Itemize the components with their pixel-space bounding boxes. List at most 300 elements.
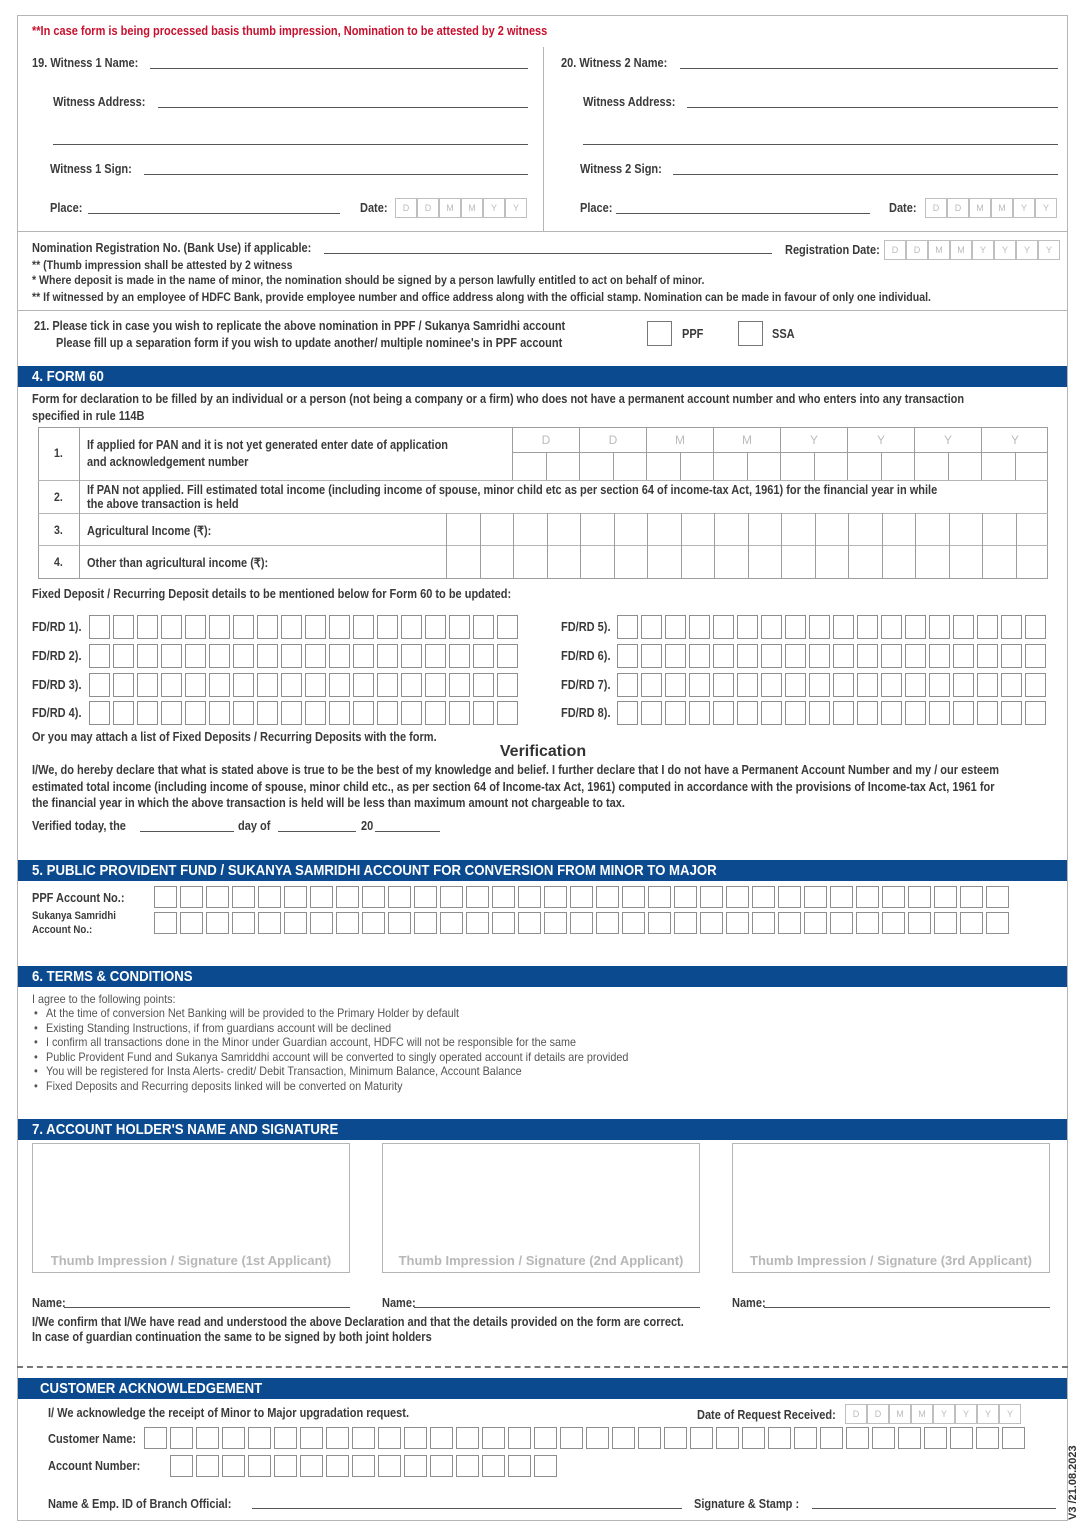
fdrd-digit-box[interactable] — [929, 615, 950, 639]
account-number-box[interactable] — [222, 1455, 245, 1477]
fdrd-digit-box[interactable] — [665, 615, 686, 639]
fdrd-digit-box[interactable] — [401, 644, 422, 668]
customer-name-box[interactable] — [352, 1427, 375, 1449]
fdrd-digit-box[interactable] — [281, 701, 302, 725]
witness2-address-field-2[interactable] — [583, 144, 1058, 145]
date-box[interactable]: D — [925, 198, 947, 218]
ssa-digit-box[interactable] — [544, 912, 567, 934]
fdrd-digit-box[interactable] — [353, 701, 374, 725]
ppf-digit-box[interactable] — [648, 886, 671, 908]
ssa-digit-box[interactable] — [388, 912, 411, 934]
witness1-date-boxes[interactable] — [395, 198, 527, 218]
fdrd-digit-box[interactable] — [329, 701, 350, 725]
customer-name-box[interactable] — [768, 1427, 791, 1449]
date-box[interactable]: M — [991, 198, 1013, 218]
agri-income-cell[interactable] — [614, 513, 648, 545]
fdrd-digit-box[interactable] — [425, 615, 446, 639]
ppf-digit-box[interactable] — [284, 886, 307, 908]
fdrd-digit-box[interactable] — [761, 644, 782, 668]
fdrd-digit-box[interactable] — [689, 644, 710, 668]
fdrd-digit-box[interactable] — [1025, 644, 1046, 668]
fdrd-digit-box[interactable] — [785, 644, 806, 668]
fdrd-digit-box[interactable] — [929, 644, 950, 668]
other-income-cell[interactable] — [580, 545, 614, 579]
ppf-digit-box[interactable] — [232, 886, 255, 908]
ppf-checkbox[interactable] — [647, 321, 672, 346]
customer-name-box[interactable] — [612, 1427, 635, 1449]
ssa-digit-box[interactable] — [934, 912, 957, 934]
pan-ack-cell[interactable] — [512, 453, 546, 480]
customer-name-box[interactable] — [560, 1427, 583, 1449]
other-income-cell[interactable] — [614, 545, 648, 579]
customer-name-box[interactable] — [196, 1427, 219, 1449]
ppf-digit-box[interactable] — [258, 886, 281, 908]
customer-name-box[interactable] — [404, 1427, 427, 1449]
other-income-cell[interactable] — [848, 545, 882, 579]
fdrd-digit-box[interactable] — [113, 673, 134, 697]
nomination-reg-field[interactable] — [324, 253, 772, 254]
fdrd-digit-box[interactable] — [785, 615, 806, 639]
ppf-digit-box[interactable] — [466, 886, 489, 908]
ppf-digit-box[interactable] — [856, 886, 879, 908]
ssa-digit-box[interactable] — [700, 912, 723, 934]
fdrd-digit-box[interactable] — [1001, 644, 1022, 668]
pan-date-cell[interactable]: Y — [981, 427, 1048, 453]
fdrd-digit-box[interactable] — [401, 701, 422, 725]
fdrd-digit-box[interactable] — [329, 673, 350, 697]
fdrd-digit-box[interactable] — [137, 673, 158, 697]
date-box[interactable]: M — [911, 1404, 933, 1424]
verified-month-field[interactable] — [278, 831, 356, 832]
fdrd-digit-box[interactable] — [257, 701, 278, 725]
fdrd-digit-box[interactable] — [305, 615, 326, 639]
pan-date-cell[interactable]: M — [713, 427, 780, 453]
ssa-digit-box[interactable] — [440, 912, 463, 934]
fdrd-digit-box[interactable] — [641, 701, 662, 725]
ppf-digit-box[interactable] — [336, 886, 359, 908]
fdrd-digit-box[interactable] — [185, 644, 206, 668]
account-number-box[interactable] — [170, 1455, 193, 1477]
customer-name-box[interactable] — [170, 1427, 193, 1449]
customer-name-box[interactable] — [742, 1427, 765, 1449]
customer-name-box[interactable] — [846, 1427, 869, 1449]
fdrd-digit-box[interactable] — [449, 701, 470, 725]
account-number-box[interactable] — [274, 1455, 297, 1477]
agri-income-cell[interactable] — [915, 513, 949, 545]
fdrd-digit-box[interactable] — [689, 701, 710, 725]
customer-name-box[interactable] — [716, 1427, 739, 1449]
other-income-cell[interactable] — [681, 545, 715, 579]
ssa-digit-box[interactable] — [596, 912, 619, 934]
agri-income-cell[interactable] — [647, 513, 681, 545]
fdrd-digit-box[interactable] — [881, 701, 902, 725]
date-box[interactable]: D — [884, 240, 906, 260]
fdrd-digit-box[interactable] — [233, 701, 254, 725]
witness1-sign-field[interactable] — [144, 174, 528, 175]
fdrd-digit-box[interactable] — [425, 673, 446, 697]
ssa-digit-box[interactable] — [336, 912, 359, 934]
fdrd-digit-box[interactable] — [905, 673, 926, 697]
date-box[interactable]: M — [950, 240, 972, 260]
date-box[interactable]: Y — [1016, 240, 1038, 260]
fdrd-digit-box[interactable] — [905, 644, 926, 668]
date-box[interactable]: Y — [483, 198, 505, 218]
ppf-digit-box[interactable] — [622, 886, 645, 908]
ppf-digit-box[interactable] — [908, 886, 931, 908]
pan-ack-cell[interactable] — [579, 453, 613, 480]
fdrd-digit-box[interactable] — [401, 615, 422, 639]
account-number-box[interactable] — [378, 1455, 401, 1477]
other-income-cell[interactable] — [982, 545, 1016, 579]
fdrd-digit-box[interactable] — [89, 644, 110, 668]
fdrd-digit-box[interactable] — [377, 673, 398, 697]
ppf-digit-box[interactable] — [596, 886, 619, 908]
agri-income-cell[interactable] — [1016, 513, 1050, 545]
ssa-digit-box[interactable] — [362, 912, 385, 934]
customer-name-box[interactable] — [690, 1427, 713, 1449]
customer-name-box[interactable] — [248, 1427, 271, 1449]
fdrd-digit-box[interactable] — [233, 673, 254, 697]
pan-ack-cell[interactable] — [914, 453, 948, 480]
agri-income-cell[interactable] — [513, 513, 547, 545]
other-income-cell[interactable] — [1016, 545, 1050, 579]
customer-name-box[interactable] — [638, 1427, 661, 1449]
other-income-cell[interactable] — [647, 545, 681, 579]
fdrd-digit-box[interactable] — [305, 701, 326, 725]
ppf-digit-box[interactable] — [960, 886, 983, 908]
fdrd-digit-box[interactable] — [785, 701, 806, 725]
ssa-digit-box[interactable] — [778, 912, 801, 934]
fdrd-digit-box[interactable] — [497, 615, 518, 639]
witness2-sign-field[interactable] — [673, 174, 1058, 175]
fdrd-digit-box[interactable] — [113, 644, 134, 668]
agri-income-cell[interactable] — [547, 513, 581, 545]
fdrd-digit-box[interactable] — [449, 673, 470, 697]
ppf-digit-box[interactable] — [440, 886, 463, 908]
pan-date-cell[interactable]: Y — [847, 427, 914, 453]
ssa-digit-box[interactable] — [622, 912, 645, 934]
ppf-digit-box[interactable] — [674, 886, 697, 908]
fdrd-digit-box[interactable] — [425, 701, 446, 725]
agri-income-cell[interactable] — [781, 513, 815, 545]
customer-name-box[interactable] — [794, 1427, 817, 1449]
ssa-digit-box[interactable] — [466, 912, 489, 934]
fdrd-digit-box[interactable] — [665, 644, 686, 668]
fdrd-digit-box[interactable] — [809, 644, 830, 668]
account-number-box[interactable] — [456, 1455, 479, 1477]
fdrd-digit-box[interactable] — [737, 673, 758, 697]
ppf-digit-box[interactable] — [414, 886, 437, 908]
pan-ack-cell[interactable] — [1015, 453, 1049, 480]
name-field-3[interactable] — [764, 1307, 1050, 1308]
fdrd-digit-box[interactable] — [209, 701, 230, 725]
ppf-digit-box[interactable] — [934, 886, 957, 908]
customer-name-box[interactable] — [586, 1427, 609, 1449]
pan-ack-cell[interactable] — [948, 453, 982, 480]
fdrd-digit-box[interactable] — [833, 701, 854, 725]
fdrd-digit-box[interactable] — [137, 701, 158, 725]
ppf-digit-box[interactable] — [362, 886, 385, 908]
ssa-digit-box[interactable] — [310, 912, 333, 934]
customer-name-box[interactable] — [482, 1427, 505, 1449]
fdrd-digit-box[interactable] — [449, 615, 470, 639]
witness1-place-field[interactable] — [88, 213, 340, 214]
fdrd-digit-box[interactable] — [137, 615, 158, 639]
date-box[interactable]: D — [395, 198, 417, 218]
fdrd-digit-box[interactable] — [1025, 701, 1046, 725]
fdrd-digit-box[interactable] — [1001, 701, 1022, 725]
fdrd-digit-box[interactable] — [617, 673, 638, 697]
pan-ack-cell[interactable] — [546, 453, 580, 480]
date-box[interactable]: M — [889, 1404, 911, 1424]
fdrd-digit-box[interactable] — [1001, 673, 1022, 697]
customer-name-box[interactable] — [508, 1427, 531, 1449]
other-income-cell[interactable] — [547, 545, 581, 579]
fdrd-digit-box[interactable] — [257, 644, 278, 668]
fdrd-digit-box[interactable] — [809, 673, 830, 697]
fdrd-digit-box[interactable] — [689, 615, 710, 639]
customer-name-box[interactable] — [326, 1427, 349, 1449]
fdrd-digit-box[interactable] — [617, 701, 638, 725]
ssa-digit-box[interactable] — [882, 912, 905, 934]
fdrd-digit-box[interactable] — [977, 701, 998, 725]
fdrd-digit-box[interactable] — [353, 673, 374, 697]
date-box[interactable]: Y — [505, 198, 527, 218]
fdrd-digit-box[interactable] — [401, 673, 422, 697]
ssa-digit-box[interactable] — [180, 912, 203, 934]
fdrd-digit-box[interactable] — [473, 644, 494, 668]
fdrd-digit-box[interactable] — [713, 615, 734, 639]
date-box[interactable]: M — [461, 198, 483, 218]
fdrd-digit-box[interactable] — [449, 644, 470, 668]
agri-income-cell[interactable] — [882, 513, 916, 545]
witness2-name-field[interactable] — [680, 68, 1058, 69]
customer-name-box[interactable] — [300, 1427, 323, 1449]
fdrd-digit-box[interactable] — [857, 673, 878, 697]
fdrd-digit-box[interactable] — [737, 615, 758, 639]
pan-date-cell[interactable]: D — [512, 427, 579, 453]
other-income-cell[interactable] — [446, 545, 480, 579]
witness1-name-field[interactable] — [150, 68, 528, 69]
fdrd-digit-box[interactable] — [209, 644, 230, 668]
customer-name-box[interactable] — [430, 1427, 453, 1449]
customer-name-box[interactable] — [456, 1427, 479, 1449]
fdrd-digit-box[interactable] — [497, 701, 518, 725]
fdrd-digit-box[interactable] — [977, 615, 998, 639]
pan-date-cell[interactable]: Y — [780, 427, 847, 453]
fdrd-digit-box[interactable] — [761, 673, 782, 697]
fdrd-digit-box[interactable] — [329, 615, 350, 639]
ppf-digit-box[interactable] — [544, 886, 567, 908]
ppf-digit-box[interactable] — [492, 886, 515, 908]
agri-income-cell[interactable] — [848, 513, 882, 545]
customer-name-box[interactable] — [872, 1427, 895, 1449]
pan-ack-cell[interactable] — [780, 453, 814, 480]
ssa-digit-box[interactable] — [258, 912, 281, 934]
other-income-cell[interactable] — [949, 545, 983, 579]
fdrd-digit-box[interactable] — [833, 615, 854, 639]
signature-box-1[interactable] — [32, 1143, 350, 1273]
witness2-date-boxes[interactable] — [925, 198, 1057, 218]
fdrd-digit-box[interactable] — [137, 644, 158, 668]
ssa-digit-box[interactable] — [648, 912, 671, 934]
fdrd-digit-box[interactable] — [977, 644, 998, 668]
fdrd-digit-box[interactable] — [497, 644, 518, 668]
fdrd-digit-box[interactable] — [161, 615, 182, 639]
verified-day-field[interactable] — [140, 831, 234, 832]
ppf-digit-box[interactable] — [752, 886, 775, 908]
other-income-cell[interactable] — [882, 545, 916, 579]
other-income-cell[interactable] — [781, 545, 815, 579]
fdrd-digit-box[interactable] — [809, 615, 830, 639]
ssa-digit-box[interactable] — [752, 912, 775, 934]
pan-ack-cell[interactable] — [713, 453, 747, 480]
fdrd-digit-box[interactable] — [353, 644, 374, 668]
ssa-digit-box[interactable] — [232, 912, 255, 934]
ppf-digit-box[interactable] — [180, 886, 203, 908]
fdrd-digit-box[interactable] — [377, 615, 398, 639]
ssa-digit-box[interactable] — [518, 912, 541, 934]
account-number-box[interactable] — [482, 1455, 505, 1477]
fdrd-digit-box[interactable] — [209, 673, 230, 697]
official-field[interactable] — [252, 1508, 682, 1509]
fdrd-digit-box[interactable] — [89, 673, 110, 697]
fdrd-digit-box[interactable] — [617, 615, 638, 639]
date-box[interactable]: D — [867, 1404, 889, 1424]
fdrd-digit-box[interactable] — [473, 701, 494, 725]
fdrd-digit-box[interactable] — [641, 673, 662, 697]
fdrd-digit-box[interactable] — [233, 615, 254, 639]
ssa-digit-box[interactable] — [492, 912, 515, 934]
customer-name-box[interactable] — [378, 1427, 401, 1449]
fdrd-digit-box[interactable] — [161, 644, 182, 668]
fdrd-digit-box[interactable] — [185, 673, 206, 697]
ssa-digit-box[interactable] — [674, 912, 697, 934]
ppf-digit-box[interactable] — [804, 886, 827, 908]
customer-name-box[interactable] — [820, 1427, 843, 1449]
ppf-digit-box[interactable] — [518, 886, 541, 908]
fdrd-digit-box[interactable] — [425, 644, 446, 668]
account-number-box[interactable] — [248, 1455, 271, 1477]
ppf-digit-box[interactable] — [830, 886, 853, 908]
fdrd-digit-box[interactable] — [905, 701, 926, 725]
other-income-cell[interactable] — [915, 545, 949, 579]
customer-name-box[interactable] — [664, 1427, 687, 1449]
agri-income-cell[interactable] — [681, 513, 715, 545]
fdrd-digit-box[interactable] — [881, 673, 902, 697]
fdrd-digit-box[interactable] — [113, 701, 134, 725]
customer-name-box[interactable] — [950, 1427, 973, 1449]
fdrd-digit-box[interactable] — [641, 615, 662, 639]
pan-ack-cell[interactable] — [814, 453, 848, 480]
customer-name-box[interactable] — [898, 1427, 921, 1449]
date-box[interactable]: Y — [977, 1404, 999, 1424]
ssa-digit-box[interactable] — [570, 912, 593, 934]
other-income-cell[interactable] — [748, 545, 782, 579]
signature-box-3[interactable] — [732, 1143, 1050, 1273]
ppf-digit-box[interactable] — [154, 886, 177, 908]
ppf-digit-box[interactable] — [388, 886, 411, 908]
verified-year-field[interactable] — [375, 831, 440, 832]
fdrd-digit-box[interactable] — [857, 644, 878, 668]
account-number-box[interactable] — [430, 1455, 453, 1477]
customer-name-box[interactable] — [1002, 1427, 1025, 1449]
fdrd-digit-box[interactable] — [689, 673, 710, 697]
fdrd-digit-box[interactable] — [473, 615, 494, 639]
other-income-cell[interactable] — [513, 545, 547, 579]
fdrd-digit-box[interactable] — [737, 701, 758, 725]
pan-date-cell[interactable]: Y — [914, 427, 981, 453]
date-box[interactable]: Y — [1013, 198, 1035, 218]
ssa-digit-box[interactable] — [986, 912, 1009, 934]
ssa-digit-box[interactable] — [908, 912, 931, 934]
customer-name-box[interactable] — [924, 1427, 947, 1449]
pan-date-cell[interactable]: D — [579, 427, 646, 453]
fdrd-digit-box[interactable] — [257, 615, 278, 639]
customer-name-box[interactable] — [976, 1427, 999, 1449]
fdrd-digit-box[interactable] — [377, 701, 398, 725]
agri-income-cell[interactable] — [815, 513, 849, 545]
fdrd-digit-box[interactable] — [161, 673, 182, 697]
date-box[interactable]: Y — [999, 1404, 1021, 1424]
name-field-2[interactable] — [414, 1307, 700, 1308]
fdrd-digit-box[interactable] — [281, 644, 302, 668]
ppf-digit-box[interactable] — [206, 886, 229, 908]
ssa-digit-box[interactable] — [206, 912, 229, 934]
fdrd-digit-box[interactable] — [329, 644, 350, 668]
date-box[interactable]: Y — [933, 1404, 955, 1424]
pan-date-cell[interactable]: M — [646, 427, 713, 453]
agri-income-cell[interactable] — [480, 513, 514, 545]
witness2-place-field[interactable] — [616, 213, 870, 214]
ssa-checkbox[interactable] — [738, 321, 763, 346]
fdrd-digit-box[interactable] — [881, 644, 902, 668]
fdrd-digit-box[interactable] — [929, 701, 950, 725]
date-box[interactable]: Y — [1038, 240, 1060, 260]
fdrd-digit-box[interactable] — [89, 615, 110, 639]
witness1-address-field-2[interactable] — [53, 144, 528, 145]
fdrd-digit-box[interactable] — [353, 615, 374, 639]
fdrd-digit-box[interactable] — [857, 615, 878, 639]
ppf-digit-box[interactable] — [700, 886, 723, 908]
pan-ack-cell[interactable] — [847, 453, 881, 480]
customer-name-box[interactable] — [274, 1427, 297, 1449]
fdrd-digit-box[interactable] — [161, 701, 182, 725]
agri-income-cell[interactable] — [982, 513, 1016, 545]
fdrd-digit-box[interactable] — [305, 644, 326, 668]
pan-ack-cell[interactable] — [981, 453, 1015, 480]
registration-date-boxes[interactable] — [884, 240, 1060, 260]
fdrd-digit-box[interactable] — [713, 673, 734, 697]
account-number-box[interactable] — [196, 1455, 219, 1477]
fdrd-digit-box[interactable] — [953, 644, 974, 668]
fdrd-digit-box[interactable] — [737, 644, 758, 668]
fdrd-digit-box[interactable] — [113, 615, 134, 639]
fdrd-digit-box[interactable] — [833, 673, 854, 697]
fdrd-digit-box[interactable] — [641, 644, 662, 668]
pan-ack-cell[interactable] — [646, 453, 680, 480]
date-box[interactable]: Y — [994, 240, 1016, 260]
ssa-digit-box[interactable] — [154, 912, 177, 934]
fdrd-digit-box[interactable] — [377, 644, 398, 668]
date-box[interactable]: Y — [955, 1404, 977, 1424]
fdrd-digit-box[interactable] — [185, 615, 206, 639]
customer-name-box[interactable] — [222, 1427, 245, 1449]
date-box[interactable]: D — [845, 1404, 867, 1424]
fdrd-digit-box[interactable] — [977, 673, 998, 697]
customer-name-box[interactable] — [534, 1427, 557, 1449]
pan-ack-cell[interactable] — [747, 453, 781, 480]
